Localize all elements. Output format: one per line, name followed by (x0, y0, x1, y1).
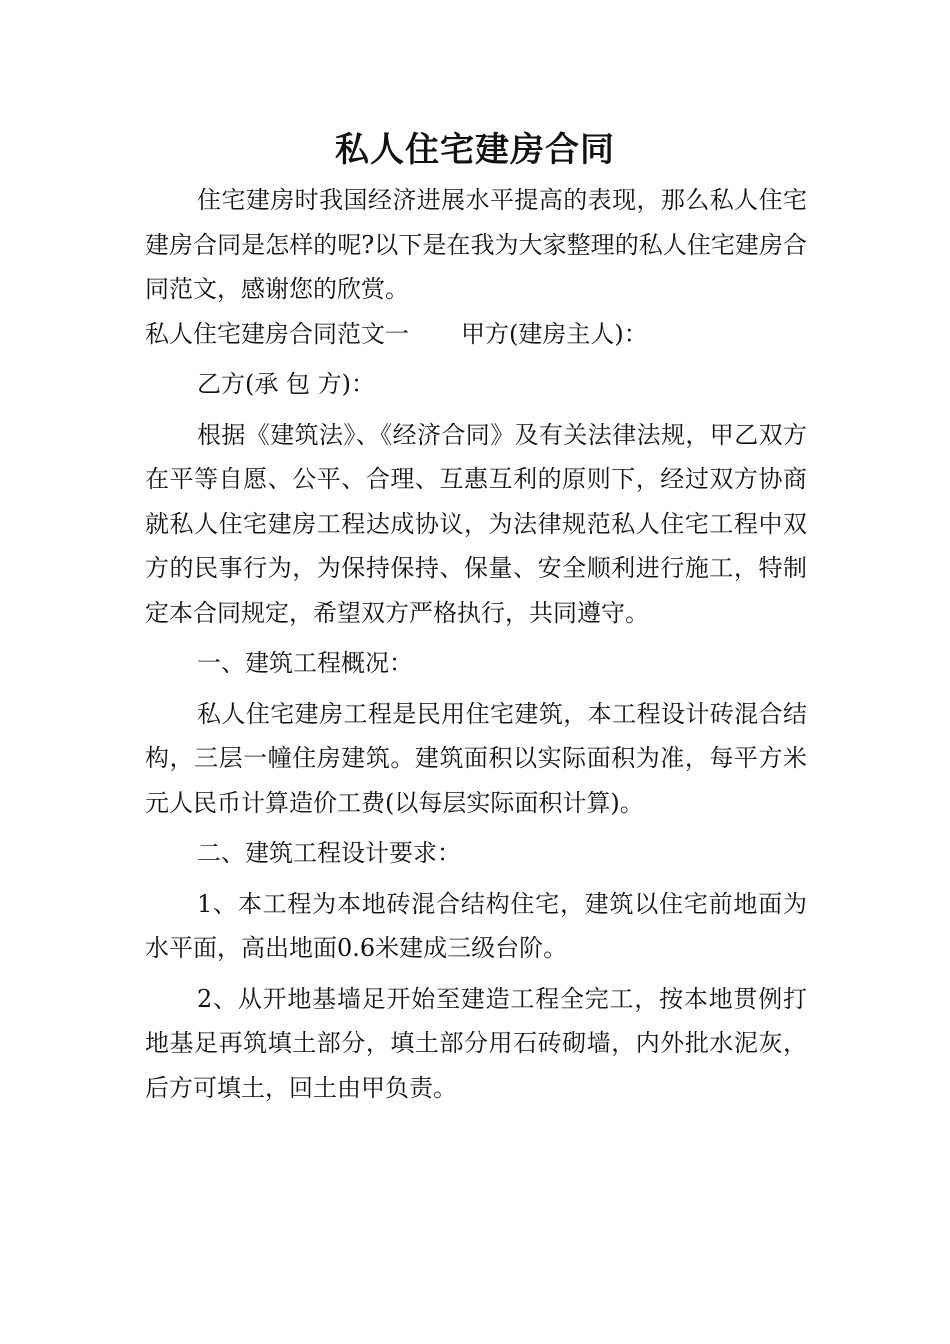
sample-heading-line (145, 312, 807, 357)
section-2-item-1: 1、本工程为本地砖混合结构住宅，建筑以住宅前地面为水平面，高出地面0.6米建成三级台阶。 (145, 889, 807, 962)
section-2-heading: 二、建筑工程设计要求： (197, 839, 461, 867)
section-2-item-2: 2、从开地基墙足开始至建造工程全完工，按本地贯例打地基足再筑填土部分，填土部分用石砖砌墙，内外批水泥灰，后方可填土，回土由甲负责。 (145, 984, 807, 1102)
document-title: 私人住宅建房合同 (335, 130, 615, 170)
sample-heading: 私人住宅建房合同范文一 (145, 319, 409, 348)
party-b-label: 乙方(承 包 方)： (197, 370, 375, 398)
section-1-heading: 一、建筑工程概况： (197, 649, 413, 677)
preamble-paragraph: 根据《建筑法》、《经济合同》及有关法律法规，甲乙双方在平等自愿、公平、合理、互惠互利的原则下，经过双方协商就私人住宅建房工程达成协议，为法律规范私人住宅工程中双方的民事行为，为保持保持、保量、安全顺利进行施工，特制定本合同规定，希望双方严格执行，共同遵守。 (145, 420, 807, 627)
intro-paragraph: 住宅建房时我国经济进展水平提高的表现，那么私人住宅建房合同是怎样的呢?以下是在我为大家整理的私人住宅建房合同范文，感谢您的欣赏。 (145, 186, 807, 303)
document-body (145, 178, 807, 1110)
section-1-paragraph: 私人住宅建房工程是民用住宅建筑，本工程设计砖混合结构，三层一幢住房建筑。建筑面积以实际面积为准，每平方米 元人民币计算造价工费(以每层实际面积计算)。 (145, 699, 807, 817)
party-a-label: 甲方(建房主人)： (461, 319, 648, 348)
